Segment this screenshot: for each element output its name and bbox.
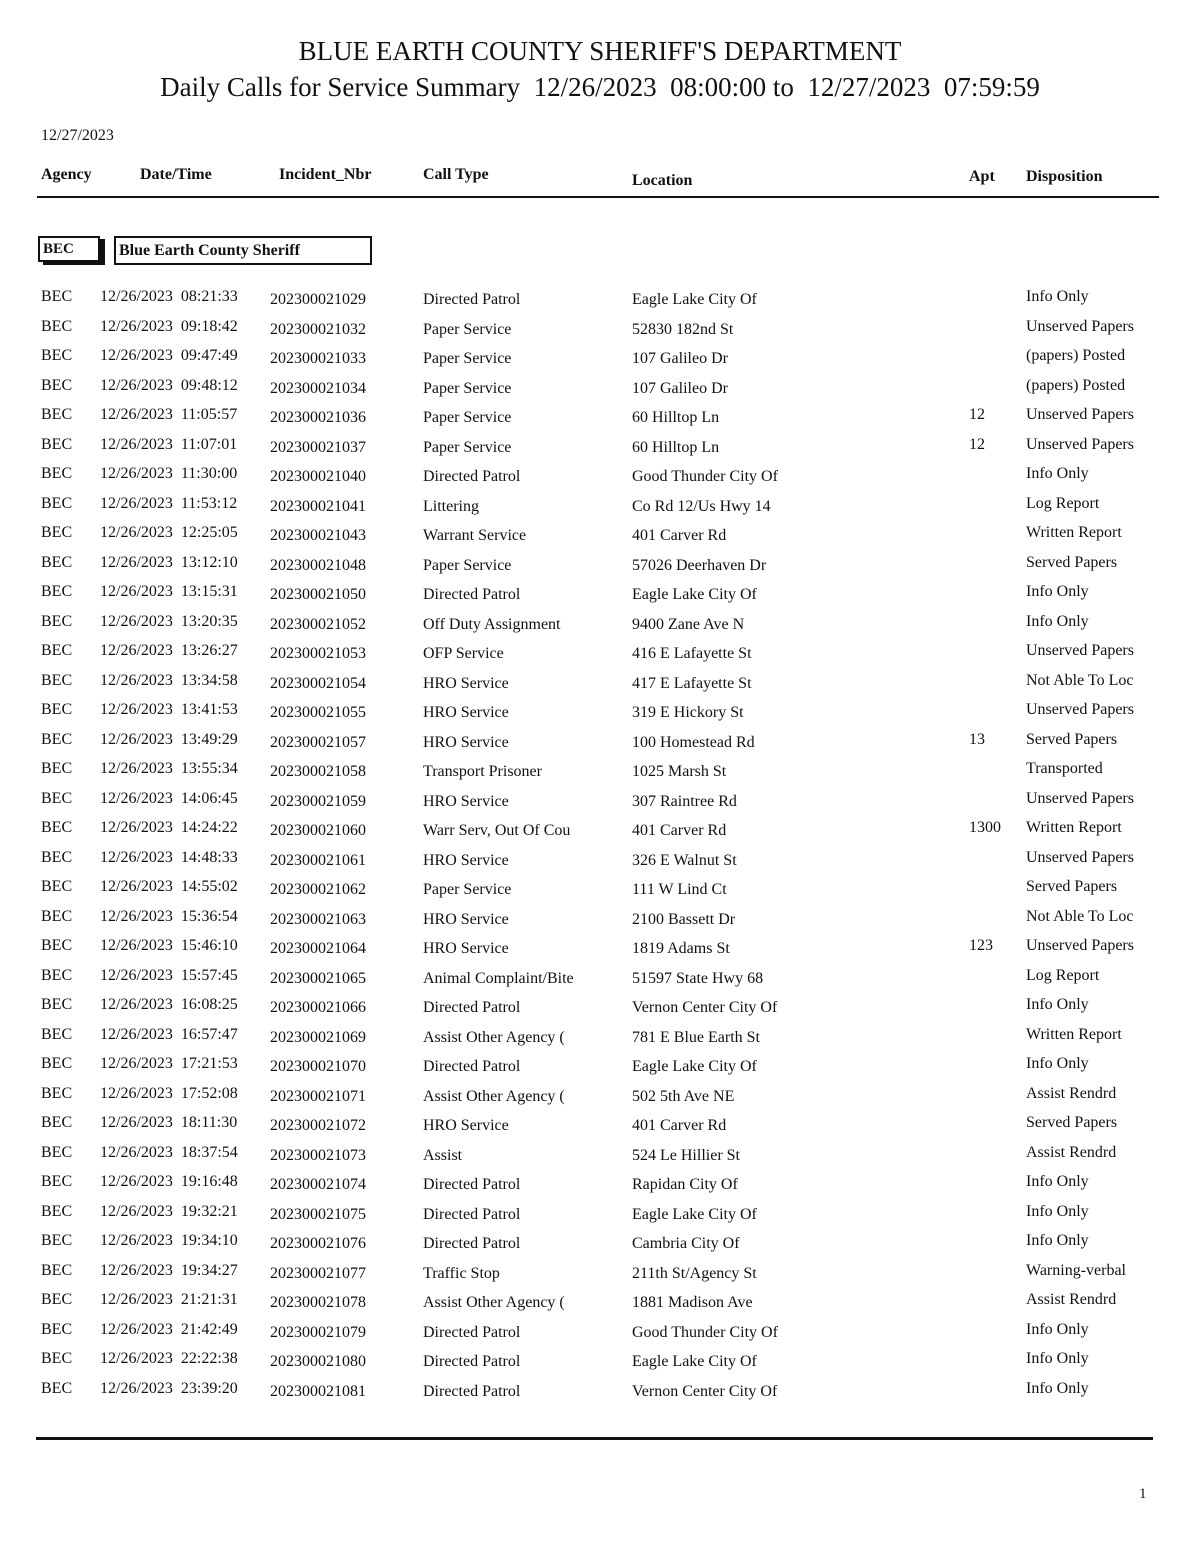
cell-datetime: 12/26/2023 14:55:02 (100, 878, 238, 895)
cell-call-type: Transport Prisoner (423, 763, 542, 780)
calls-table (0, 287, 1200, 1408)
cell-datetime: 12/26/2023 17:52:08 (100, 1084, 238, 1102)
report-title: BLUE EARTH COUNTY SHERIFF'S DEPARTMENT (298, 36, 902, 66)
cell-call-type: HRO Service (423, 1117, 509, 1134)
cell-disposition: Unserved Papers (1026, 789, 1134, 807)
cell-incident: 202300021063 (270, 910, 366, 928)
cell-disposition: Not Able To Loc (1026, 907, 1134, 925)
cell-agency: BEC (41, 1173, 73, 1190)
cell-disposition: Info Only (1026, 996, 1089, 1013)
table-row (0, 1025, 1200, 1055)
cell-disposition: Unserved Papers (1026, 701, 1134, 718)
cell-disposition: Info Only (1026, 1173, 1089, 1190)
cell-location: Co Rd 12/Us Hwy 14 (632, 497, 771, 515)
page-number: 1 (1139, 1486, 1147, 1502)
cell-disposition: Info Only (1026, 465, 1089, 482)
cell-location: Eagle Lake City Of (632, 586, 757, 603)
cell-agency: BEC (41, 553, 73, 571)
cell-agency: BEC (41, 907, 73, 925)
cell-agency: BEC (41, 996, 73, 1013)
cell-disposition: Info Only (1026, 1055, 1089, 1072)
cell-disposition: Log Report (1026, 966, 1100, 984)
cell-incident: 202300021081 (270, 1382, 366, 1400)
cell-call-type: Paper Service (423, 438, 512, 456)
cell-location: 401 Carver Rd (632, 527, 727, 544)
cell-location: Eagle Lake City Of (632, 1205, 757, 1223)
cell-incident: 202300021050 (270, 586, 366, 603)
cell-incident: 202300021076 (270, 1235, 366, 1252)
cell-apt: 123 (969, 937, 993, 954)
cell-incident: 202300021059 (270, 792, 366, 810)
cell-datetime: 12/26/2023 16:57:47 (100, 1025, 238, 1043)
cell-agency: BEC (41, 878, 73, 895)
cell-location: 401 Carver Rd (632, 1117, 727, 1134)
cell-location: Eagle Lake City Of (632, 291, 757, 308)
cell-agency: BEC (41, 819, 73, 836)
cell-incident: 202300021079 (270, 1323, 366, 1341)
cell-agency: BEC (41, 642, 73, 659)
cell-location: 781 E Blue Earth St (632, 1028, 760, 1046)
table-row (0, 995, 1200, 1025)
cell-call-type: Littering (423, 497, 479, 515)
cell-datetime: 12/26/2023 19:34:10 (100, 1232, 238, 1249)
cell-incident: 202300021043 (270, 527, 366, 544)
table-row (0, 317, 1200, 347)
cell-incident: 202300021032 (270, 320, 366, 338)
cell-incident: 202300021058 (270, 763, 366, 780)
column-header-disposition: Disposition (1026, 168, 1103, 185)
cell-disposition: Log Report (1026, 494, 1100, 512)
cell-agency: BEC (41, 524, 73, 541)
table-row (0, 1054, 1200, 1084)
cell-datetime: 12/26/2023 13:15:31 (100, 583, 238, 600)
cell-disposition: Assist Rendrd (1026, 1143, 1117, 1161)
cell-call-type: Warr Serv, Out Of Cou (423, 822, 571, 839)
cell-call-type: Assist Other Agency ( (423, 1294, 565, 1311)
cell-incident: 202300021062 (270, 881, 366, 898)
report-subtitle (0, 72, 1200, 103)
cell-location: 326 E Walnut St (632, 851, 737, 869)
cell-location: 107 Galileo Dr (632, 379, 728, 397)
cell-datetime: 12/26/2023 14:24:22 (100, 819, 238, 836)
table-row (0, 523, 1200, 553)
cell-call-type: Directed Patrol (423, 1235, 521, 1252)
cell-datetime: 12/26/2023 13:12:10 (100, 553, 238, 571)
cell-datetime: 12/26/2023 11:07:01 (100, 435, 238, 453)
cell-datetime: 12/26/2023 13:26:27 (100, 642, 238, 659)
table-row (0, 1231, 1200, 1261)
cell-datetime: 12/26/2023 11:30:00 (100, 465, 238, 482)
cell-location: Vernon Center City Of (632, 999, 778, 1016)
table-row (0, 287, 1200, 317)
cell-location: 100 Homestead Rd (632, 733, 755, 751)
table-row (0, 966, 1200, 996)
cell-datetime: 12/26/2023 18:37:54 (100, 1143, 238, 1161)
cell-location: 417 E Lafayette St (632, 674, 752, 692)
cell-datetime: 12/26/2023 15:46:10 (100, 937, 238, 954)
cell-incident: 202300021060 (270, 822, 366, 839)
cell-location: 51597 State Hwy 68 (632, 969, 764, 987)
cell-incident: 202300021065 (270, 969, 366, 987)
cell-agency: BEC (41, 760, 73, 777)
cell-agency: BEC (41, 1350, 73, 1367)
cell-location: 1881 Madison Ave (632, 1294, 753, 1311)
cell-disposition: Assist Rendrd (1026, 1291, 1117, 1308)
cell-incident: 202300021075 (270, 1205, 366, 1223)
cell-agency: BEC (41, 671, 73, 689)
cell-datetime: 12/26/2023 13:20:35 (100, 612, 238, 630)
cell-disposition: Not Able To Loc (1026, 671, 1134, 689)
cell-incident: 202300021054 (270, 674, 366, 692)
cell-agency: BEC (41, 376, 73, 394)
cell-incident: 202300021055 (270, 704, 366, 721)
cell-location: 307 Raintree Rd (632, 792, 737, 810)
cell-call-type: Paper Service (423, 409, 512, 426)
table-row (0, 612, 1200, 642)
cell-disposition: Info Only (1026, 1232, 1089, 1249)
print-date: 12/27/2023 (41, 127, 114, 144)
cell-call-type: HRO Service (423, 733, 509, 751)
cell-datetime: 12/26/2023 21:42:49 (100, 1320, 238, 1338)
cell-agency: BEC (41, 583, 73, 600)
cell-location: 1819 Adams St (632, 940, 730, 957)
cell-disposition: Unserved Papers (1026, 317, 1134, 335)
cell-agency: BEC (41, 406, 73, 423)
agency-name-box: Blue Earth County Sheriff (114, 236, 372, 265)
cell-agency: BEC (41, 1114, 73, 1131)
table-row (0, 759, 1200, 789)
cell-datetime: 12/26/2023 17:21:53 (100, 1055, 238, 1072)
cell-call-type: Directed Patrol (423, 1205, 521, 1223)
column-header-datetime: Date/Time (140, 166, 212, 183)
table-row (0, 848, 1200, 878)
cell-call-type: Directed Patrol (423, 1353, 521, 1370)
cell-call-type: Directed Patrol (423, 468, 521, 485)
cell-disposition: Transported (1026, 760, 1103, 777)
cell-datetime: 12/26/2023 11:05:57 (100, 406, 238, 423)
cell-location: 502 5th Ave NE (632, 1087, 735, 1105)
cell-agency: BEC (41, 347, 73, 364)
cell-datetime: 12/26/2023 22:22:38 (100, 1350, 238, 1367)
cell-incident: 202300021069 (270, 1028, 366, 1046)
cell-incident: 202300021052 (270, 615, 366, 633)
cell-call-type: Directed Patrol (423, 291, 521, 308)
table-row (0, 1113, 1200, 1143)
cell-call-type: Assist Other Agency ( (423, 1028, 565, 1046)
cell-datetime: 12/26/2023 09:48:12 (100, 376, 238, 394)
cell-incident: 202300021029 (270, 291, 366, 308)
cell-agency: BEC (41, 494, 73, 512)
cell-disposition: (papers) Posted (1026, 376, 1126, 394)
cell-location: 60 Hilltop Ln (632, 409, 720, 426)
cell-incident: 202300021048 (270, 556, 366, 574)
cell-agency: BEC (41, 848, 73, 866)
cell-agency: BEC (41, 937, 73, 954)
cell-call-type: HRO Service (423, 851, 509, 869)
cell-incident: 202300021077 (270, 1264, 366, 1282)
cell-incident: 202300021061 (270, 851, 366, 869)
cell-apt: 12 (969, 435, 985, 453)
cell-call-type: Assist Other Agency ( (423, 1087, 565, 1105)
cell-location: 524 Le Hillier St (632, 1146, 740, 1164)
cell-disposition: Info Only (1026, 1350, 1089, 1367)
cell-apt: 12 (969, 406, 985, 423)
column-header-incident: Incident_Nbr (279, 166, 372, 183)
cell-disposition: Unserved Papers (1026, 435, 1134, 453)
cell-agency: BEC (41, 1261, 73, 1279)
cell-datetime: 12/26/2023 13:49:29 (100, 730, 238, 748)
table-row (0, 907, 1200, 937)
cell-disposition: Info Only (1026, 612, 1089, 630)
cell-call-type: Assist (423, 1146, 463, 1164)
cell-location: Eagle Lake City Of (632, 1058, 757, 1075)
cell-agency: BEC (41, 1291, 73, 1308)
cell-incident: 202300021071 (270, 1087, 366, 1105)
cell-datetime: 12/26/2023 13:55:34 (100, 760, 238, 777)
cell-agency: BEC (41, 701, 73, 718)
cell-disposition: Served Papers (1026, 730, 1118, 748)
table-row (0, 494, 1200, 524)
cell-call-type: HRO Service (423, 940, 509, 957)
table-row (0, 641, 1200, 671)
cell-location: 52830 182nd St (632, 320, 734, 338)
cell-incident: 202300021037 (270, 438, 366, 456)
cell-incident: 202300021072 (270, 1117, 366, 1134)
cell-disposition: Info Only (1026, 288, 1089, 305)
cell-disposition: Unserved Papers (1026, 848, 1134, 866)
cell-incident: 202300021078 (270, 1294, 366, 1311)
cell-disposition: Info Only (1026, 1320, 1089, 1338)
column-header-agency: Agency (41, 166, 92, 183)
cell-disposition: Unserved Papers (1026, 642, 1134, 659)
cell-datetime: 12/26/2023 21:21:31 (100, 1291, 238, 1308)
cell-datetime: 12/26/2023 23:39:20 (100, 1379, 238, 1397)
cell-datetime: 12/26/2023 12:25:05 (100, 524, 238, 541)
cell-disposition: Served Papers (1026, 878, 1118, 895)
table-row (0, 376, 1200, 406)
cell-disposition: Served Papers (1026, 553, 1118, 571)
cell-datetime: 12/26/2023 08:21:33 (100, 288, 238, 305)
header-rule (37, 196, 1159, 198)
table-row (0, 346, 1200, 376)
cell-incident: 202300021064 (270, 940, 366, 957)
cell-call-type: Paper Service (423, 320, 512, 338)
cell-location: 1025 Marsh St (632, 763, 727, 780)
cell-incident: 202300021057 (270, 733, 366, 751)
cell-location: 401 Carver Rd (632, 822, 727, 839)
cell-location: Good Thunder City Of (632, 468, 778, 485)
cell-datetime: 12/26/2023 19:16:48 (100, 1173, 238, 1190)
table-row (0, 1261, 1200, 1291)
cell-incident: 202300021070 (270, 1058, 366, 1075)
table-row (0, 1320, 1200, 1350)
cell-agency: BEC (41, 1232, 73, 1249)
cell-incident: 202300021066 (270, 999, 366, 1016)
cell-datetime: 12/26/2023 19:34:27 (100, 1261, 238, 1279)
table-row (0, 789, 1200, 819)
cell-disposition: Warning-verbal (1026, 1261, 1126, 1279)
cell-call-type: Directed Patrol (423, 1176, 521, 1193)
cell-call-type: HRO Service (423, 910, 509, 928)
table-row (0, 464, 1200, 494)
cell-datetime: 12/26/2023 15:36:54 (100, 907, 238, 925)
cell-location: Good Thunder City Of (632, 1323, 778, 1341)
cell-datetime: 12/26/2023 16:08:25 (100, 996, 238, 1013)
cell-disposition: (papers) Posted (1026, 347, 1126, 364)
cell-call-type: Animal Complaint/Bite (423, 969, 574, 987)
cell-datetime: 12/26/2023 11:53:12 (100, 494, 238, 512)
cell-location: Vernon Center City Of (632, 1382, 778, 1400)
cell-apt: 1300 (969, 819, 1001, 836)
cell-disposition: Unserved Papers (1026, 406, 1134, 423)
cell-agency: BEC (41, 1320, 73, 1338)
cell-incident: 202300021036 (270, 409, 366, 426)
table-row (0, 1172, 1200, 1202)
cell-call-type: Directed Patrol (423, 586, 521, 603)
cell-datetime: 12/26/2023 13:41:53 (100, 701, 238, 718)
cell-call-type: Paper Service (423, 556, 512, 574)
cell-disposition: Info Only (1026, 583, 1089, 600)
cell-agency: BEC (41, 1379, 73, 1397)
cell-incident: 202300021041 (270, 497, 366, 515)
table-row (0, 405, 1200, 435)
table-row (0, 1143, 1200, 1173)
cell-agency: BEC (41, 1055, 73, 1072)
cell-call-type: Directed Patrol (423, 1058, 521, 1075)
cell-call-type: Traffic Stop (423, 1264, 500, 1282)
cell-disposition: Written Report (1026, 819, 1122, 836)
table-row (0, 730, 1200, 760)
cell-location: Cambria City Of (632, 1235, 740, 1252)
cell-call-type: Paper Service (423, 881, 512, 898)
cell-datetime: 12/26/2023 09:47:49 (100, 347, 238, 364)
cell-datetime: 12/26/2023 14:48:33 (100, 848, 238, 866)
cell-apt: 13 (969, 730, 985, 748)
cell-location: 60 Hilltop Ln (632, 438, 720, 456)
cell-agency: BEC (41, 1084, 73, 1102)
cell-call-type: Warrant Service (423, 527, 527, 544)
cell-incident: 202300021080 (270, 1353, 366, 1370)
table-row (0, 936, 1200, 966)
cell-location: 211th St/Agency St (632, 1264, 757, 1282)
table-row (0, 877, 1200, 907)
cell-call-type: OFP Service (423, 645, 504, 662)
cell-agency: BEC (41, 730, 73, 748)
cell-incident: 202300021073 (270, 1146, 366, 1164)
column-header-location: Location (632, 172, 693, 189)
cell-agency: BEC (41, 966, 73, 984)
cell-disposition: Written Report (1026, 1025, 1122, 1043)
table-row (0, 1202, 1200, 1232)
cell-location: 9400 Zane Ave N (632, 615, 745, 633)
cell-disposition: Unserved Papers (1026, 937, 1134, 954)
cell-call-type: Directed Patrol (423, 999, 521, 1016)
cell-call-type: Paper Service (423, 350, 512, 367)
cell-datetime: 12/26/2023 09:18:42 (100, 317, 238, 335)
cell-datetime: 12/26/2023 18:11:30 (100, 1114, 238, 1131)
cell-call-type: HRO Service (423, 792, 509, 810)
cell-disposition: Served Papers (1026, 1114, 1118, 1131)
table-row (0, 1084, 1200, 1114)
cell-call-type: Paper Service (423, 379, 512, 397)
cell-location: 57026 Deerhaven Dr (632, 556, 767, 574)
cell-incident: 202300021033 (270, 350, 366, 367)
cell-agency: BEC (41, 1202, 73, 1220)
report-subtitle-text: Daily Calls for Service Summary 12/26/2023 08:00:00 to 12/27/2023 07:59:59 (160, 72, 1040, 102)
table-row (0, 818, 1200, 848)
table-row (0, 435, 1200, 465)
cell-call-type: Off Duty Assignment (423, 615, 561, 633)
table-row (0, 1349, 1200, 1379)
cell-disposition: Assist Rendrd (1026, 1084, 1117, 1102)
cell-location: 319 E Hickory St (632, 704, 744, 721)
column-header-apt: Apt (969, 168, 995, 185)
cell-location: 107 Galileo Dr (632, 350, 728, 367)
cell-incident: 202300021074 (270, 1176, 366, 1193)
table-row (0, 700, 1200, 730)
cell-datetime: 12/26/2023 13:34:58 (100, 671, 238, 689)
cell-call-type: Directed Patrol (423, 1323, 521, 1341)
cell-agency: BEC (41, 288, 73, 305)
cell-agency: BEC (41, 1143, 73, 1161)
cell-agency: BEC (41, 612, 73, 630)
cell-agency: BEC (41, 465, 73, 482)
cell-datetime: 12/26/2023 15:57:45 (100, 966, 238, 984)
cell-agency: BEC (41, 435, 73, 453)
cell-disposition: Info Only (1026, 1202, 1089, 1220)
table-row (0, 553, 1200, 583)
cell-incident: 202300021053 (270, 645, 366, 662)
cell-disposition: Info Only (1026, 1379, 1089, 1397)
column-header-call-type: Call Type (423, 166, 489, 183)
cell-location: Rapidan City Of (632, 1176, 738, 1193)
table-row (0, 582, 1200, 612)
table-row (0, 1379, 1200, 1409)
cell-disposition: Written Report (1026, 524, 1122, 541)
footer-rule (36, 1437, 1153, 1440)
table-row (0, 1290, 1200, 1320)
cell-call-type: Directed Patrol (423, 1382, 521, 1400)
cell-location: 111 W Lind Ct (632, 881, 727, 898)
cell-agency: BEC (41, 1025, 73, 1043)
agency-code-box: BEC (38, 236, 100, 262)
cell-datetime: 12/26/2023 19:32:21 (100, 1202, 238, 1220)
cell-agency: BEC (41, 317, 73, 335)
table-row (0, 671, 1200, 701)
cell-call-type: HRO Service (423, 674, 509, 692)
cell-incident: 202300021040 (270, 468, 366, 485)
cell-incident: 202300021034 (270, 379, 366, 397)
cell-location: 2100 Bassett Dr (632, 910, 736, 928)
cell-location: 416 E Lafayette St (632, 645, 752, 662)
cell-agency: BEC (41, 789, 73, 807)
cell-datetime: 12/26/2023 14:06:45 (100, 789, 238, 807)
cell-location: Eagle Lake City Of (632, 1353, 757, 1370)
cell-call-type: HRO Service (423, 704, 509, 721)
